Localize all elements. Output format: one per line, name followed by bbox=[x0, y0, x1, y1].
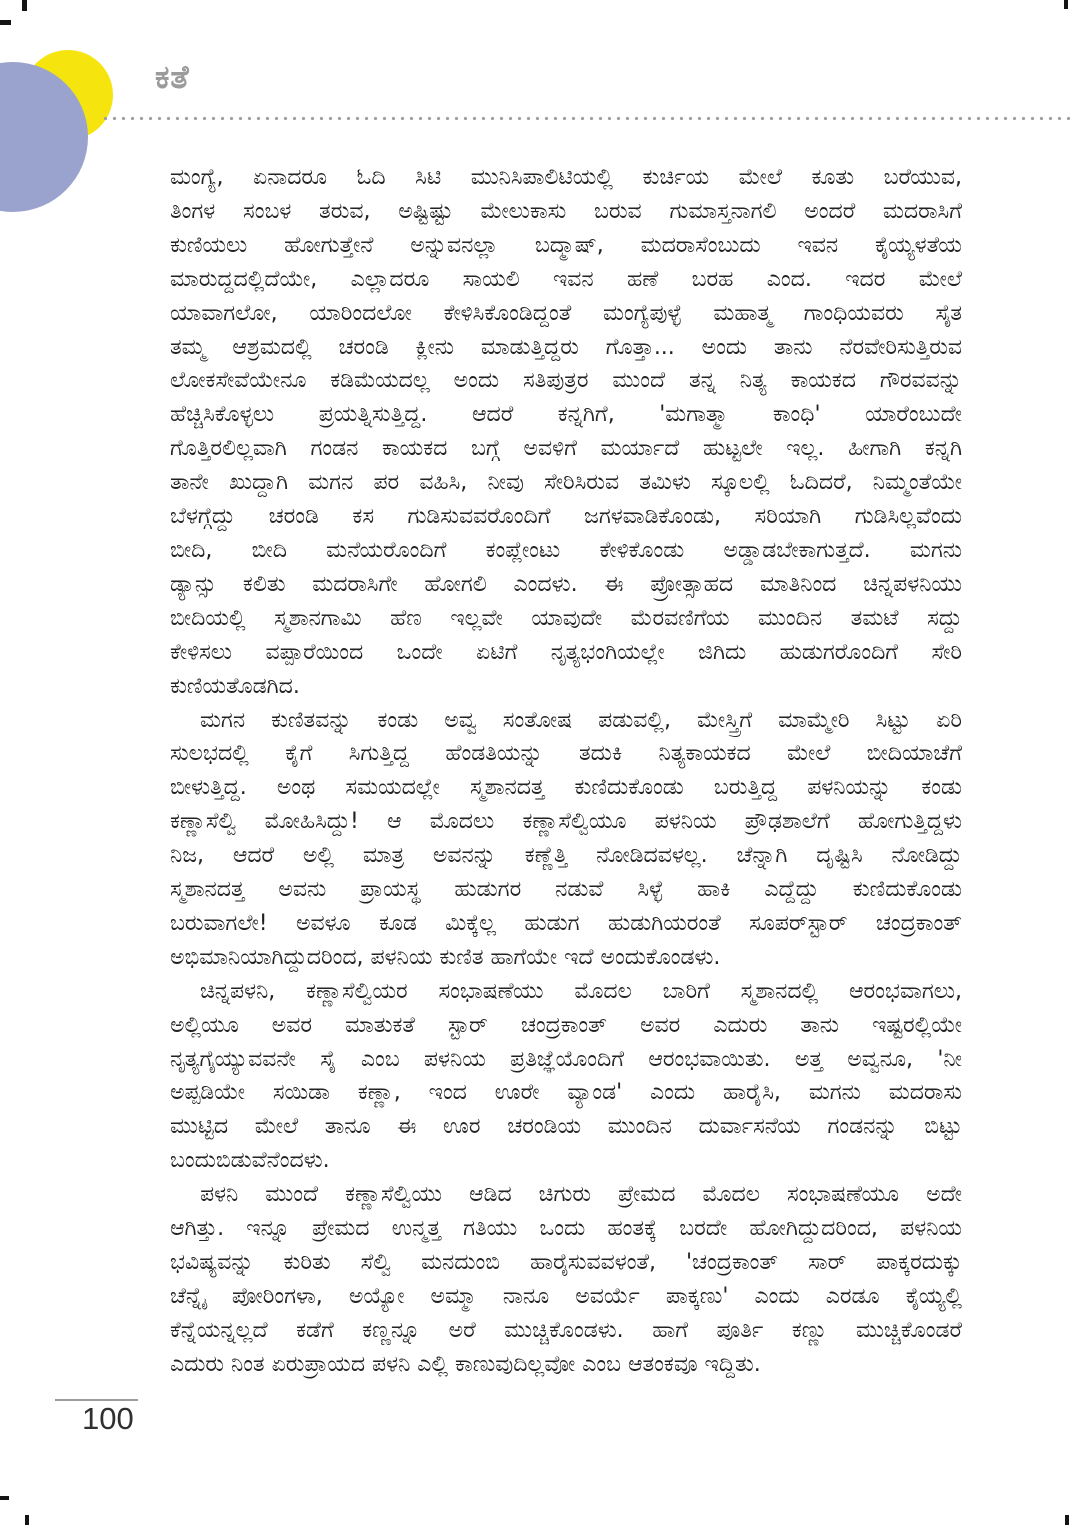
text-line: ಮಂಗ್ಯೆ, ಏನಾದರೂ ಓದಿ ಸಿಟಿ ಮುನಿಸಿಪಾಲಿಟಿಯಲ್ಲಿ ಕುರ್ಚಿಯ ಮೇಲೆ ಕೂತು ಬರೆಯುವ, bbox=[170, 165, 962, 190]
text-line: ಪಳನಿ ಮುಂದೆ ಕಣ್ಣಾಸೆಲ್ವಿಯು ಆಡಿದ ಚಿಗುರು ಪ್ರೇಮದ ಮೊದಲ ಸಂಭಾಷಣೆಯೂ ಅದೇ bbox=[200, 1182, 962, 1208]
page-number: 100 bbox=[82, 1401, 134, 1436]
text-line: ಕುಣಿಯಲು ಹೋಗುತ್ತೇನೆ ಅನ್ನುವನಲ್ಲಾ ಬದ್ಮಾಷ್, ಮದರಾಸೆಂಬುದು ಇವನ ಕೈಯ್ಯಳತೆಯ bbox=[170, 232, 962, 258]
text-line: ಅಪ್ಪಡಿಯೇ ಸಯಿಡಾ ಕಣ್ಣಾ, ಇಂದ ಊರೇ ವ್ಯಾಂಡ' ಎಂದು ಹಾರೈಸಿ, ಮಗನು ಮದರಾಸು bbox=[170, 1080, 962, 1106]
text-line: ಕೆನ್ನೆಯನ್ನಲ್ಲದೆ ಕಡೆಗೆ ಕಣ್ಣನ್ನೂ ಅರೆ ಮುಚ್ಚಿಕೊಂಡಳು. ಹಾಗೆ ಪೂರ್ತಿ ಕಣ್ಣು ಮುಚ್ಚಿಕೊಂಡರೆ bbox=[170, 1317, 962, 1343]
text-line: ತಮ್ಮ ಆಶ್ರಮದಲ್ಲಿ ಚರಂಡಿ ಕ್ಲೀನು ಮಾಡುತ್ತಿದ್ದರು ಗೊತ್ತಾ... ಅಂದು ತಾನು ನೆರವೇರಿಸುತ್ತಿರುವ bbox=[170, 334, 962, 360]
crop-mark-top-left-vertical bbox=[22, 0, 27, 11]
text-line: ಮಗನ ಕುಣಿತವನ್ನು ಕಂಡು ಅವ್ವ ಸಂತೋಷ ಪಡುವಲ್ಲಿ, ಮೇಸ್ತ್ರಿಗೆ ಮಾಮ್ಮೇರಿ ಸಿಟ್ಟು ಏರಿ bbox=[200, 707, 962, 733]
text-line: ಚಿನ್ನಪಳನಿ, ಕಣ್ಣಾಸೆಲ್ವಿಯರ ಸಂಭಾಷಣೆಯು ಮೊದಲ ಬಾರಿಗೆ ಸ್ಮಶಾನದಲ್ಲಿ ಆರಂಭವಾಗಲು, bbox=[200, 978, 962, 1004]
text-line: ಡ್ಯಾನ್ಸು ಕಲಿತು ಮದರಾಸಿಗೇ ಹೋಗಲಿ ಎಂದಳು. ಈ ಪ್ರೋತ್ಸಾಹದ ಮಾತಿನಿಂದ ಚಿನ್ನಪಳನಿಯು bbox=[170, 571, 962, 597]
text-line: ತಾನೇ ಖುದ್ದಾಗಿ ಮಗನ ಪರ ವಹಿಸಿ, ನೀವು ಸೇರಿಸಿರುವ ತಮಿಳು ಸ್ಕೂಲಲ್ಲಿ ಓದಿದರೆ, ನಿಮ್ಮಂತೆಯೇ bbox=[170, 470, 962, 496]
text-line: ಅಲ್ಲಿಯೂ ಅವರ ಮಾತುಕತೆ ಸ್ಟಾರ್ ಚಂದ್ರಕಾಂತ್ ಅವರ ಎದುರು ತಾನು ಇಷ್ಟರಲ್ಲಿಯೇ bbox=[170, 1012, 962, 1038]
text-line: ಯಾವಾಗಲೋ, ಯಾರಿಂದಲೋ ಕೇಳಿಸಿಕೊಂಡಿದ್ದಂತೆ ಮಂಗ್ಯೆಪುಳ್ಳೆ ಮಹಾತ್ಮ ಗಾಂಧಿಯವರು ಸೈತ bbox=[170, 300, 962, 326]
text-line: ಕೇಳಿಸಲು ವಪ್ಪಾರೆಯಿಂದ ಒಂದೇ ಏಟಿಗೆ ನೃತ್ಯಭಂಗಿಯಲ್ಲೇ ಜಿಗಿದು ಹುಡುಗರೊಂದಿಗೆ ಸೇರಿ bbox=[170, 639, 962, 665]
text-line: ಮಾರುದ್ದದಲ್ಲಿದೆಯೇ, ಎಲ್ಲಾದರೂ ಸಾಯಲಿ ಇವನ ಹಣೆ ಬರಹ ಎಂದ. ಇದರ ಮೇಲೆ bbox=[170, 266, 962, 292]
text-line: ಭವಿಷ್ಯವನ್ನು ಕುರಿತು ಸೆಲ್ವಿ ಮನದುಂಬಿ ಹಾರೈಸುವವಳಂತೆ, 'ಚಂದ್ರಕಾಂತ್ ಸಾರ್ ಪಾಕ್ಕರದುಕ್ಕು bbox=[170, 1250, 962, 1275]
text-line: ಬೀದಿ, ಬೀದಿ ಮನೆಯರೊಂದಿಗೆ ಕಂಪ್ಲೇಂಟು ಕೇಳಿಕೊಂಡು ಅಡ್ಡಾಡಬೇಕಾಗುತ್ತದೆ. ಮಗನು bbox=[170, 537, 962, 563]
text-line: ಸುಲಭದಲ್ಲಿ ಕೈಗೆ ಸಿಗುತ್ತಿದ್ದ ಹೆಂಡತಿಯನ್ನು ತದುಕಿ ನಿತ್ಯಕಾಯಕದ ಮೇಲೆ ಬೀದಿಯಾಚೆಗೆ bbox=[170, 741, 962, 767]
text-line: ಸ್ಮಶಾನದತ್ತ ಅವನು ಪ್ರಾಯಸ್ಥ ಹುಡುಗರ ನಡುವೆ ಸಿಳ್ಳೆ ಹಾಕಿ ಎದ್ದೆದ್ದು ಕುಣಿದುಕೊಂಡು bbox=[170, 877, 962, 903]
text-line: ಬೆಳಗ್ಗೆದ್ದು ಚರಂಡಿ ಕಸ ಗುಡಿಸುವವರೊಂದಿಗೆ ಜಗಳವಾಡಿಕೊಂಡು, ಸರಿಯಾಗಿ ಗುಡಿಸಿಲ್ಲವೆಂದು bbox=[170, 504, 962, 530]
text-line: ಕಣ್ಣಾಸೆಲ್ವಿ ಮೋಹಿಸಿದ್ದು! ಆ ಮೊದಲು ಕಣ್ಣಾಸೆಲ್ವಿಯೂ ಪಳನಿಯ ಪ್ರೌಢಶಾಲೆಗೆ ಹೋಗುತ್ತಿದ್ದಳು bbox=[170, 809, 962, 835]
text-line: ನೃತ್ಯಗೈಯ್ಯುವವನೇ ಸೈ ಎಂಬ ಪಳನಿಯ ಪ್ರತಿಜ್ಞೆಯೊಂದಿಗೆ ಆರಂಭವಾಯಿತು. ಅತ್ತ ಅವ್ವನೂ, 'ನೀ bbox=[170, 1046, 962, 1072]
text-line: ತಿಂಗಳ ಸಂಬಳ ತರುವ, ಅಷ್ಟಿಷ್ಟು ಮೇಲುಕಾಸು ಬರುವ ಗುಮಾಸ್ತನಾಗಲಿ ಅಂದರೆ ಮದರಾಸಿಗೆ bbox=[170, 198, 962, 224]
text-line: ಹೆಚ್ಚಿಸಿಕೊಳ್ಳಲು ಪ್ರಯತ್ನಿಸುತ್ತಿದ್ದ. ಆದರೆ ಕನ್ನಗಿಗೆ, 'ಮಗಾತ್ಮಾ ಕಾಂಧಿ' ಯಾರೆಂಬುದೇ bbox=[170, 402, 962, 428]
text-line: ಗೊತ್ತಿರಲಿಲ್ಲವಾಗಿ ಗಂಡನ ಕಾಯಕದ ಬಗ್ಗೆ ಅವಳಿಗೆ ಮರ್ಯಾದೆ ಹುಟ್ಟಲೇ ಇಲ್ಲ. ಹೀಗಾಗಿ ಕನ್ನಗಿ bbox=[170, 436, 962, 462]
text-line: ಚೆನ್ನೈ ಪೋರಿಂಗಳಾ, ಅಯ್ಯೋ ಅಮ್ಮಾ ನಾನೂ ಅವರ್ಯೆ ಪಾಕ್ಕಣು' ಎಂದು ಎರಡೂ ಕೈಯ್ಯಲ್ಲಿ bbox=[170, 1283, 962, 1309]
text-line: ಬರುವಾಗಲೇ! ಅವಳೂ ಕೂಡ ಮಿಕ್ಕೆಲ್ಲ ಹುಡುಗ ಹುಡುಗಿಯರಂತೆ ಸೂಪರ್‌ಸ್ಟಾರ್ ಚಂದ್ರಕಾಂತ್ bbox=[170, 910, 962, 936]
text-line: ಎದುರು ನಿಂತ ಏರುಪ್ರಾಯದ ಪಳನಿ ಎಲ್ಲಿ ಕಾಣುವುದಿಲ್ಲವೋ ಎಂಬ ಆತಂಕವೂ ಇದ್ದಿತು. bbox=[170, 1351, 761, 1377]
section-heading: ಕತೆ bbox=[155, 58, 190, 96]
text-line: ಬೀಳುತ್ತಿದ್ದ. ಅಂಥ ಸಮಯದಲ್ಲೇ ಸ್ಮಶಾನದತ್ತ ಕುಣಿದುಕೊಂಡು ಬರುತ್ತಿದ್ದ ಪಳನಿಯನ್ನು ಕಂಡು bbox=[170, 775, 962, 801]
story-text bbox=[170, 161, 962, 1382]
text-line: ಮುಟ್ಟಿದ ಮೇಲೆ ತಾನೂ ಈ ಊರ ಚರಂಡಿಯ ಮುಂದಿನ ದುರ್ವಾಸನೆಯ ಗಂಡನನ್ನು ಬಿಟ್ಟು bbox=[170, 1114, 962, 1140]
text-line: ನಿಜ, ಆದರೆ ಅಲ್ಲಿ ಮಾತ್ರ ಅವನನ್ನು ಕಣ್ಣೆತ್ತಿ ನೋಡಿದವಳಲ್ಲ. ಚೆನ್ನಾಗಿ ದೃಷ್ಟಿಸಿ ನೋಡಿದ್ದು bbox=[170, 843, 962, 869]
crop-mark-top-right bbox=[1064, 0, 1068, 9]
text-line: ಅಭಿಮಾನಿಯಾಗಿದ್ದುದರಿಂದ, ಪಳನಿಯ ಕುಣಿತ ಹಾಗೆಯೇ ಇದೆ ಅಂದುಕೊಂಡಳು. bbox=[170, 944, 721, 970]
dotted-divider bbox=[101, 114, 1072, 123]
crop-mark-bottom-right bbox=[1065, 1515, 1069, 1525]
crop-mark-bottom-left-horizontal bbox=[0, 1496, 9, 1500]
text-line: ಕುಣಿಯತೊಡಗಿದ. bbox=[170, 673, 300, 699]
text-line: ಆಗಿತ್ತು. ಇನ್ನೂ ಪ್ರೇಮದ ಉನ್ಮತ್ತ ಗತಿಯು ಒಂದು ಹಂತಕ್ಕೆ ಬರದೇ ಹೋಗಿದ್ದುದರಿಂದ, ಪಳನಿಯ bbox=[170, 1216, 962, 1242]
crop-mark-top-left-horizontal bbox=[0, 20, 11, 25]
text-line: ಲೋಕಸೇವೆಯೇನೂ ಕಡಿಮೆಯದಲ್ಲ ಅಂದು ಸತಿಪುತ್ರರ ಮುಂದೆ ತನ್ನ ನಿತ್ಯ ಕಾಯಕದ ಗೌರವವನ್ನು bbox=[170, 368, 962, 394]
crop-mark-bottom-left-vertical bbox=[25, 1515, 29, 1525]
text-line: ಬೀದಿಯಲ್ಲಿ ಸ್ಮಶಾನಗಾಮಿ ಹೆಣ ಇಲ್ಲವೇ ಯಾವುದೇ ಮೆರವಣಿಗೆಯ ಮುಂದಿನ ತಮಟೆ ಸದ್ದು bbox=[170, 605, 962, 631]
text-line: ಬಂದುಬಿಡುವೆನೆಂದಳು. bbox=[170, 1148, 330, 1174]
